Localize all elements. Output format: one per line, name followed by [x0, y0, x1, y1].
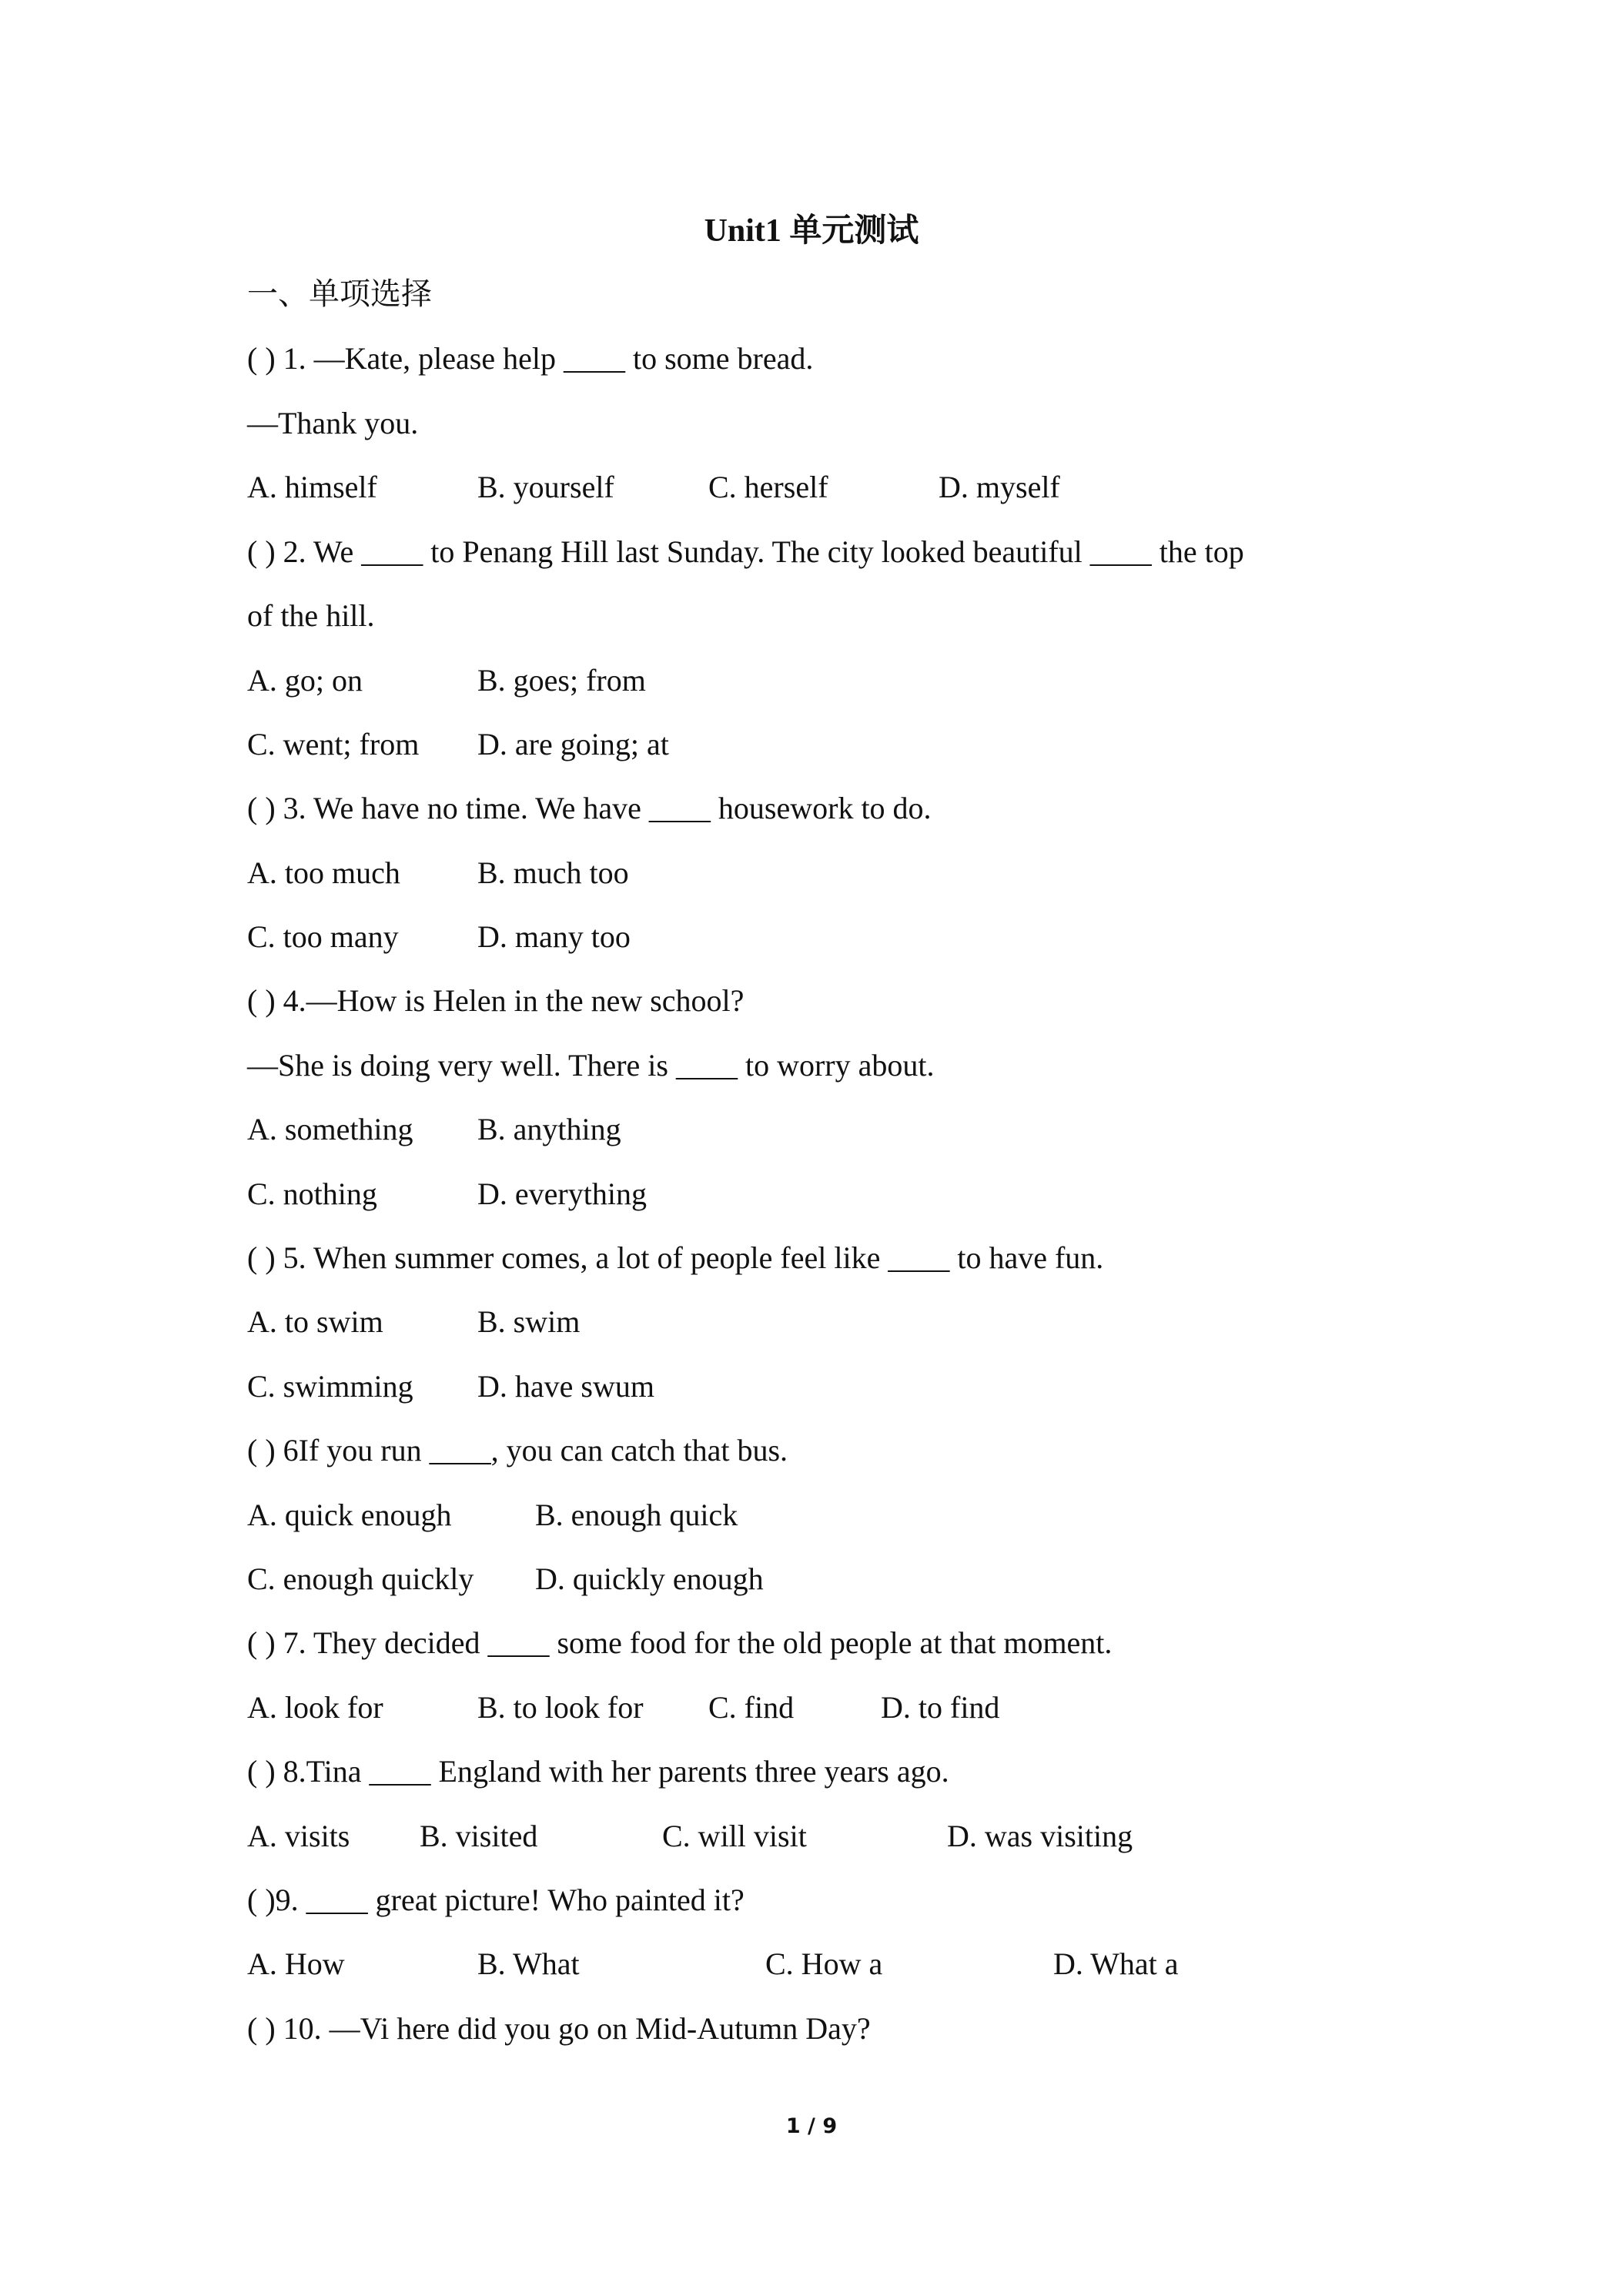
- page-number: 1 / 9: [785, 2114, 838, 2138]
- question-3: ( ) 3. We have no time. We have ____ housework to do.: [247, 791, 932, 825]
- option-d: D. are going; at: [477, 727, 669, 761]
- option-a: A. too much: [247, 855, 400, 890]
- question-6: ( ) 6If you run ____, you can catch that bus.: [247, 1433, 788, 1468]
- option-b: B. to look for: [477, 1690, 644, 1725]
- option-c: C. enough quickly: [247, 1561, 474, 1596]
- question-2-continued: of the hill.: [247, 598, 375, 633]
- option-a: A. look for: [247, 1690, 383, 1725]
- option-b: B. visited: [420, 1819, 538, 1853]
- option-b: B. enough quick: [535, 1498, 738, 1532]
- option-b: B. anything: [477, 1112, 621, 1146]
- question-10: ( ) 10. —Vi here did you go on Mid-Autumn Day?: [247, 2011, 871, 2046]
- option-c: C. How a: [765, 1946, 883, 1981]
- option-b: B. goes; from: [477, 663, 646, 698]
- option-d: D. everything: [477, 1176, 647, 1211]
- option-a: A. to swim: [247, 1304, 383, 1339]
- option-d: D. What a: [1053, 1946, 1179, 1981]
- question-1-reply: —Thank you.: [247, 406, 419, 440]
- option-d: D. quickly enough: [535, 1561, 764, 1596]
- question-4: ( ) 4.—How is Helen in the new school?: [247, 983, 745, 1018]
- section-heading: 一、单项选择: [247, 276, 432, 311]
- option-c: C. herself: [708, 470, 828, 504]
- option-a: A. himself: [247, 470, 377, 504]
- option-a: A. quick enough: [247, 1498, 452, 1532]
- option-d: D. have swum: [477, 1369, 654, 1404]
- option-a: A. visits: [247, 1819, 350, 1853]
- question-1: ( ) 1. —Kate, please help ____ to some bread.: [247, 341, 814, 376]
- question-9: ( )9. ____ great picture! Who painted it?: [247, 1883, 745, 1917]
- page-title: Unit1 单元测试: [704, 213, 919, 249]
- option-c: C. will visit: [662, 1819, 807, 1853]
- option-d: D. to find: [881, 1690, 1000, 1725]
- question-7: ( ) 7. They decided ____ some food for the old people at that moment.: [247, 1625, 1113, 1660]
- option-a: A. something: [247, 1112, 413, 1146]
- option-a: A. How: [247, 1946, 345, 1981]
- option-d: D. was visiting: [947, 1819, 1133, 1853]
- option-c: C. went; from: [247, 727, 420, 761]
- option-b: B. swim: [477, 1304, 581, 1339]
- option-c: C. nothing: [247, 1176, 377, 1211]
- option-c: C. swimming: [247, 1369, 413, 1404]
- option-b: B. What: [477, 1946, 580, 1981]
- question-2: ( ) 2. We ____ to Penang Hill last Sunday. The city looked beautiful ____ the top: [247, 534, 1244, 569]
- question-5: ( ) 5. When summer comes, a lot of people feel like ____ to have fun.: [247, 1240, 1104, 1275]
- question-8: ( ) 8.Tina ____ England with her parents three years ago.: [247, 1754, 949, 1789]
- option-a: A. go; on: [247, 663, 363, 698]
- option-d: D. many too: [477, 919, 631, 954]
- option-c: C. too many: [247, 919, 399, 954]
- option-b: B. much too: [477, 855, 629, 890]
- question-4-reply: —She is doing very well. There is ____ to worry about.: [247, 1048, 935, 1083]
- option-d: D. myself: [939, 470, 1060, 504]
- option-c: C. find: [708, 1690, 795, 1725]
- option-b: B. yourself: [477, 470, 614, 504]
